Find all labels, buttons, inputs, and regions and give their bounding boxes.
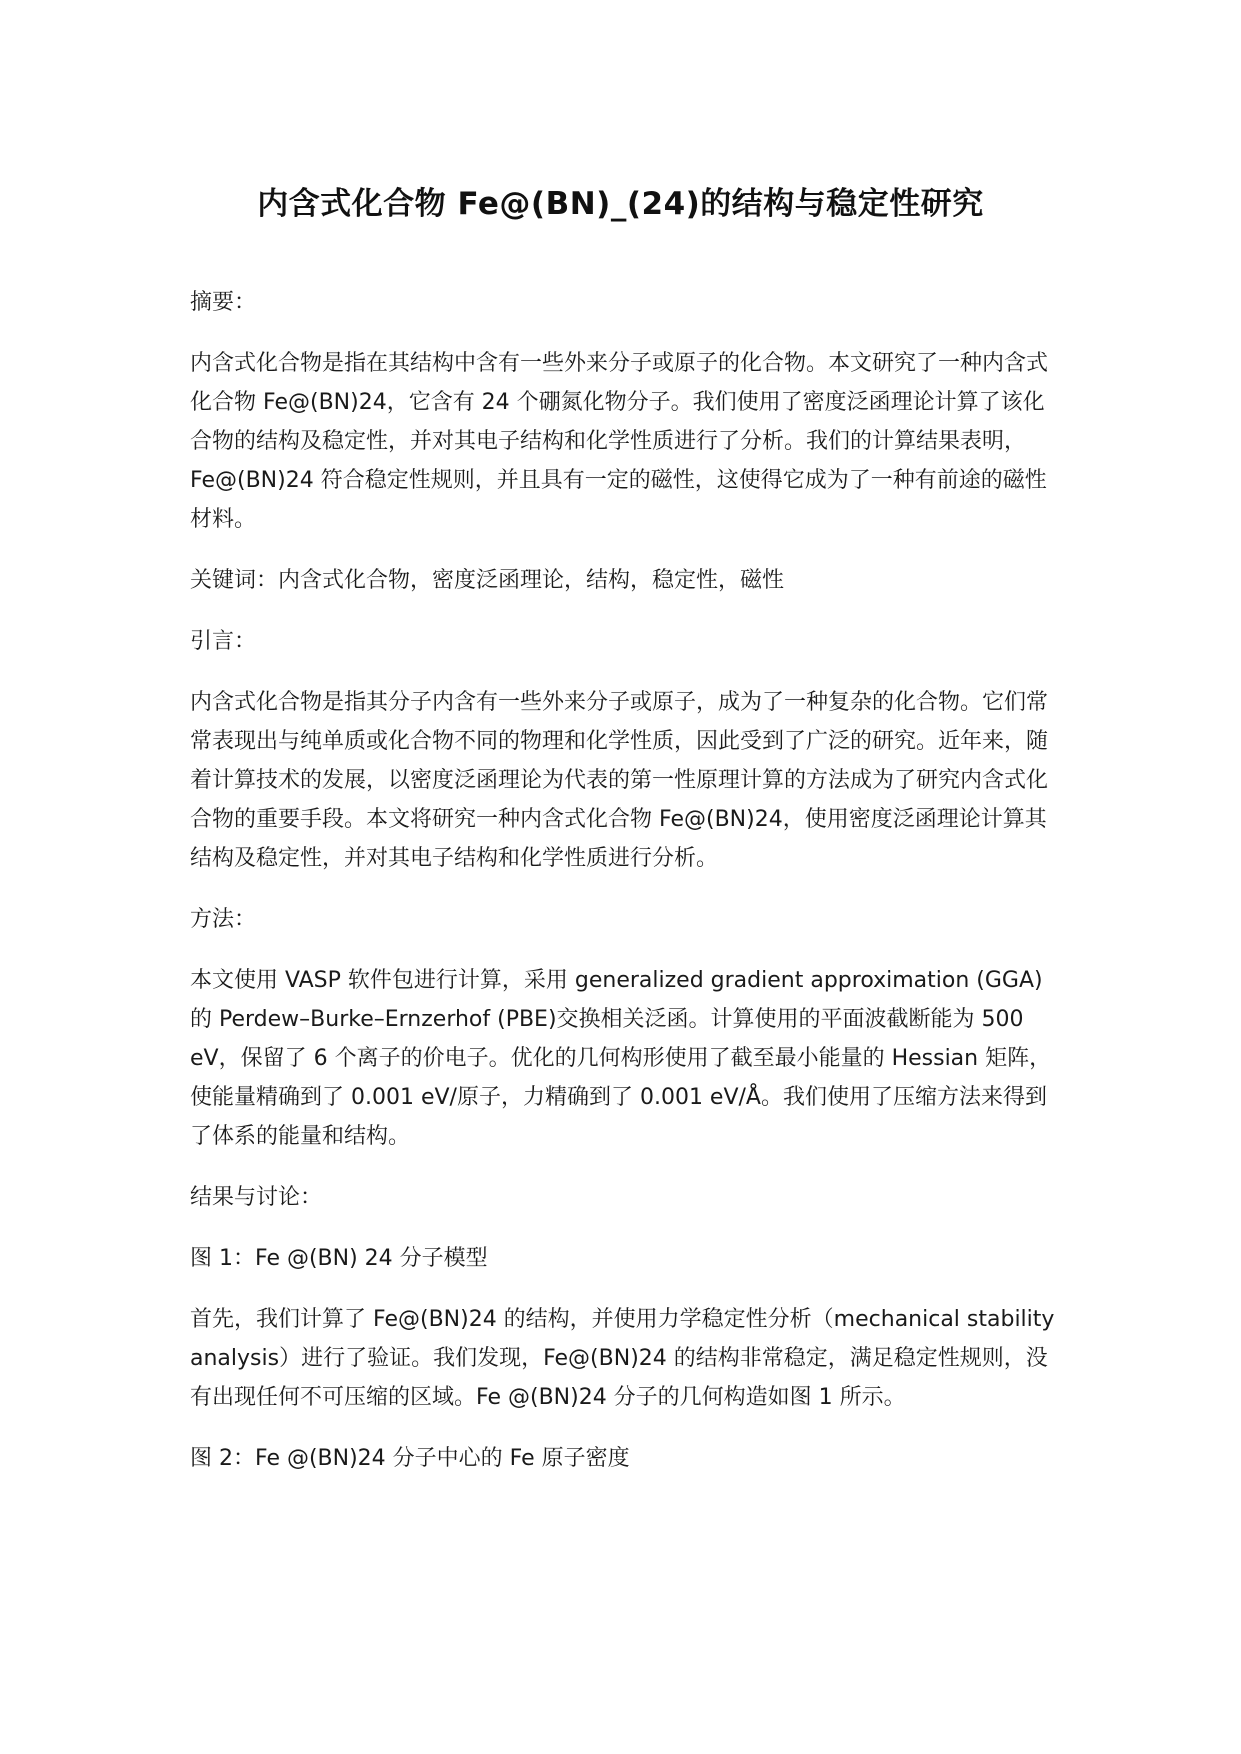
results-paragraph: 首先，我们计算了 Fe@(BN)24 的结构，并使用力学稳定性分析（mechanical stability analysis）进行了验证。我们发现，Fe@(BN)24 的结构非常稳定，满足稳定性规则，没有出现任何不可压缩的区域。Fe @(BN)24 分子的几何构造如图 1 所示。 — [190, 1307, 1055, 1410]
abstract-heading: 摘要： — [190, 290, 257, 315]
intro-paragraph: 内含式化合物是指其分子内含有一些外来分子或原子，成为了一种复杂的化合物。它们常常表现出与纯单质或化合物不同的物理和化学性质，因此受到了广泛的研究。近年来，随着计算技术的发展，以密度泛函理论为代表的第一性原理计算的方法成为了研究内含式化合物的重要手段。本文将研究一种内含式化合物 Fe@(BN)24，使用密度泛函理论计算其结构及稳定性，并对其电子结构和化学性质进行分析。 — [190, 690, 1049, 871]
methods-heading: 方法： — [190, 907, 257, 932]
intro-heading: 引言： — [190, 629, 257, 654]
figure2-caption: 图 2：Fe @(BN)24 分子中心的 Fe 原子密度 — [190, 1446, 630, 1471]
figure1-caption: 图 1：Fe @(BN) 24 分子模型 — [190, 1246, 488, 1271]
results-heading: 结果与讨论： — [190, 1185, 323, 1210]
abstract-paragraph: 内含式化合物是指在其结构中含有一些外来分子或原子的化合物。本文研究了一种内含式化合物 Fe@(BN)24，它含有 24 个硼氮化物分子。我们使用了密度泛函理论计算了该化合物的结构及稳定性，并对其电子结构和化学性质进行了分析。我们的计算结果表明，Fe@(BN)24 符合稳定性规则，并且具有一定的磁性，这使得它成为了一种有前途的磁性材料。 — [190, 351, 1049, 532]
document-title: 内含式化合物 Fe@(BN)_(24)的结构与稳定性研究 — [257, 186, 984, 222]
methods-paragraph: 本文使用 VASP 软件包进行计算，采用 generalized gradient approximation (GGA)的 Perdew–Burke–Ernzerhof (PBE)交换相关泛函。计算使用的平面波截断能为 500 eV，保留了 6 个离子的价电子。优化的几何构形使用了截至最小能量的 Hessian 矩阵，使能量精确到了 0.001 eV/原子，力精确到了 0.001 eV/Å。我们使用了压缩方法来得到了体系的能量和结构。 — [190, 968, 1052, 1149]
keywords-line: 关键词：内含式化合物，密度泛函理论，结构，稳定性，磁性 — [190, 568, 785, 593]
document-body — [190, 283, 1060, 1500]
